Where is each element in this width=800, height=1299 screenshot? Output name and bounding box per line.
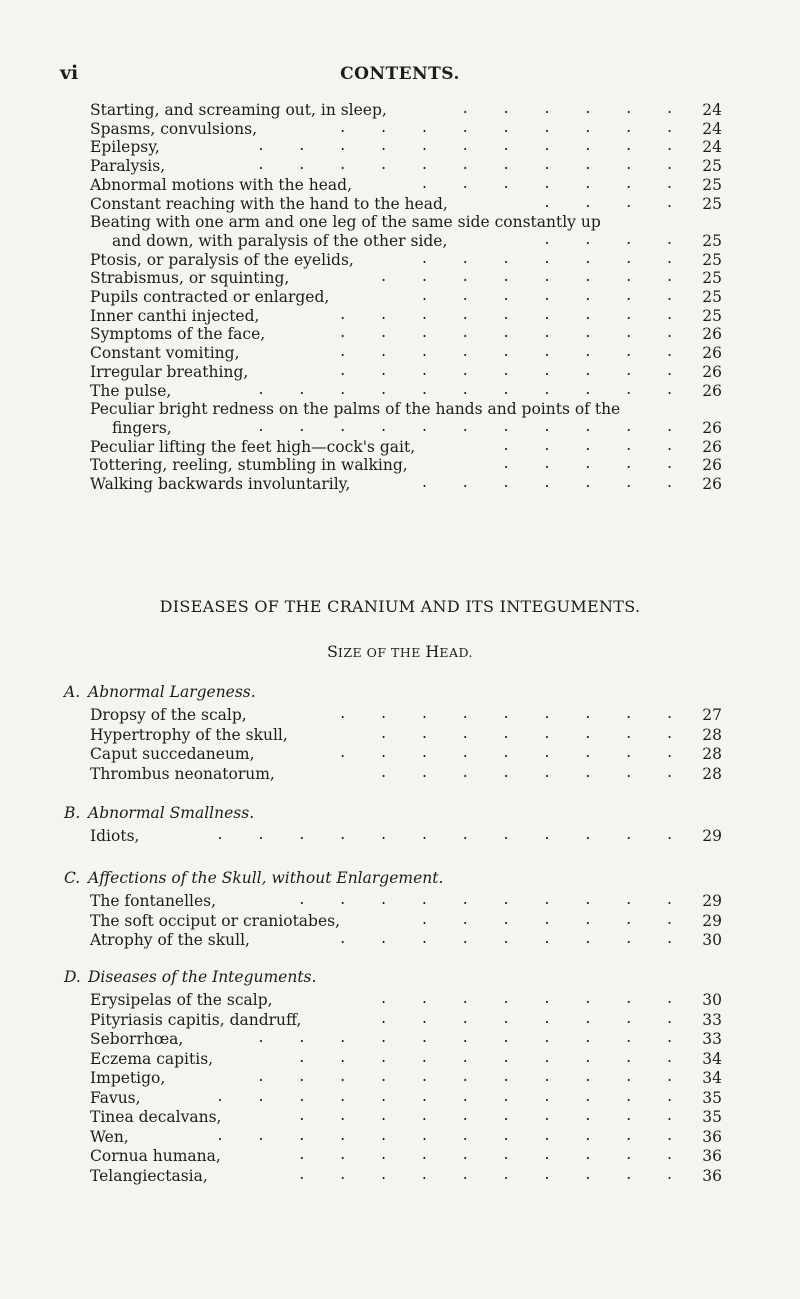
entry-page-number: 24 [702, 138, 722, 157]
group-letter: B. [64, 804, 81, 822]
entry-title: Inner canthi injected, [90, 306, 260, 325]
entry-page-number: 36 [702, 1147, 722, 1165]
group-letter: D. [64, 968, 81, 986]
dot-leader: . . . . . . . . . . . [258, 136, 672, 155]
entry-title: Atrophy of the skull, [90, 931, 250, 949]
running-title: CONTENTS. [340, 64, 460, 84]
entry-title: Peculiar lifting the feet high—cock's gait, [90, 437, 416, 456]
entry-page-number: 29 [702, 827, 722, 845]
entry-title: Strabismus, or squinting, [90, 269, 290, 288]
entry-page-number: 26 [702, 437, 722, 456]
entry-page-number: 26 [702, 362, 722, 381]
entry-page-number: 25 [702, 157, 722, 176]
entry-title: Abnormal motions with the head, [90, 175, 352, 194]
dot-leader: . . . . . . . . . . . [258, 1067, 672, 1085]
entry-page-number: 26 [702, 325, 722, 344]
entry-title-line-1: Beating with one arm and one leg of the same side constantly up [90, 213, 601, 232]
entry-page-number: 28 [702, 764, 722, 783]
entry-title: Caput succedaneum, [90, 745, 255, 763]
dot-leader: . . . . . . . . . . . . [217, 825, 672, 843]
page-header [0, 62, 800, 92]
toc-entry [90, 474, 722, 494]
entry-page-number: 28 [702, 745, 722, 763]
entry-page-number: 26 [702, 381, 722, 400]
entry-title: Seborrhœa, [90, 1030, 184, 1048]
group-heading [64, 869, 443, 887]
entry-title: Tottering, reeling, stumbling in walking, [90, 456, 408, 475]
subheading-initial-h: H [425, 642, 440, 661]
dot-leader: . . . . . . . . . [340, 743, 672, 761]
entry-page-number: 26 [702, 418, 722, 437]
dot-leader: . . . . . . . . . [340, 929, 672, 947]
dot-leader: . . . . . . [462, 99, 672, 117]
dot-leader: . . . . . . . . . [340, 342, 672, 361]
entry-title: The pulse, [90, 381, 172, 400]
entry-page-number: 26 [702, 475, 722, 493]
dot-leader: . . . . . . . [421, 909, 672, 928]
entry-title-line-1: Peculiar bright redness on the palms of the hands and points of the [90, 400, 621, 419]
entry-title: Constant vomiting, [90, 344, 240, 363]
entry-title: Telangiectasia, [90, 1166, 208, 1185]
dot-leader: . . . . . . . . . . . . [217, 1086, 672, 1105]
dot-leader: . . . . . . . . . . [299, 1106, 672, 1124]
toc-entry [90, 930, 722, 950]
toc-entry [90, 826, 722, 846]
entry-title: Favus, [90, 1088, 141, 1107]
entry-title: Ptosis, or paralysis of the eyelids, [90, 250, 354, 269]
dot-leader: . . . . . . . . . . . [258, 416, 672, 435]
dot-leader: . . . . . . . . [381, 989, 672, 1007]
dot-leader: . . . . . . . [421, 248, 672, 267]
entry-page-number: 29 [702, 892, 722, 910]
entry-page-number: 24 [702, 119, 722, 138]
toc-entry [90, 764, 722, 784]
group-title: Affections of the Skull, without Enlargement. [88, 869, 444, 887]
entry-page-number: 25 [702, 288, 722, 306]
entry-page-number: 30 [702, 991, 722, 1009]
dot-leader: . . . . . . . . . [340, 360, 672, 379]
entry-title: Epilepsy, [90, 138, 160, 157]
dot-leader: . . . . . . . . . [340, 323, 672, 342]
dot-leader: . . . . [544, 192, 672, 211]
entry-title: fingers, [112, 418, 172, 437]
entry-page-number: 29 [702, 911, 722, 930]
dot-leader: . . . . . . . . . . [299, 890, 672, 908]
dot-leader: . . . . . . . . [381, 723, 672, 742]
toc-entry [90, 194, 722, 214]
subheading-part-2: EAD. [439, 645, 474, 660]
dot-leader: . . . . . . . . [381, 762, 672, 781]
entry-page-number: 25 [702, 194, 722, 213]
dot-leader: . . . . [544, 229, 672, 248]
entry-title: Starting, and screaming out, in sleep, [90, 101, 387, 119]
dot-leader: . . . . . . . [421, 473, 672, 491]
dot-leader: . . . . . . . . . . . [258, 155, 672, 174]
dot-leader: . . . . . . . . . . . . [217, 1125, 672, 1144]
entry-title: The soft occiput or craniotabes, [90, 911, 341, 930]
entry-title: Dropsy of the scalp, [90, 706, 247, 724]
entry-page-number: 30 [702, 931, 722, 949]
entry-title: Pupils contracted or enlarged, [90, 288, 330, 306]
entry-title: Wen, [90, 1127, 129, 1146]
entry-page-number: 36 [702, 1127, 722, 1146]
dot-leader: . . . . . . . . . . [299, 1047, 672, 1066]
entry-page-number: 35 [702, 1088, 722, 1107]
entry-title: Pityriasis capitis, dandruff, [90, 1010, 302, 1029]
toc-entry [90, 381, 722, 401]
dot-leader: . . . . . . . . . [340, 304, 672, 323]
group-letter: A. [64, 683, 81, 701]
entry-page-number: 34 [702, 1049, 722, 1068]
dot-leader: . . . . . . . . [381, 267, 672, 286]
group-title: Abnormal Largeness. [88, 683, 256, 701]
group-heading [64, 968, 316, 986]
dot-leader: . . . . . . . . . . [299, 1145, 672, 1163]
entry-title: Walking backwards involuntarily, [90, 475, 351, 493]
entry-page-number: 25 [702, 250, 722, 269]
subheading-part-1: IZE OF THE [337, 645, 426, 660]
entry-title: Thrombus neonatorum, [90, 764, 275, 783]
dot-leader: . . . . . . . . . . . [258, 1028, 672, 1046]
entry-page-number: 25 [702, 306, 722, 325]
dot-leader: . . . . . . . [421, 286, 672, 304]
dot-leader: . . . . . . . . . . . [258, 379, 672, 398]
entry-page-number: 25 [702, 269, 722, 288]
dot-leader: . . . . . . . . . . [299, 1164, 672, 1183]
group-title: Abnormal Smallness. [88, 804, 255, 822]
entry-title: Symptoms of the face, [90, 325, 266, 344]
entry-title: Constant reaching with the hand to the head, [90, 194, 448, 213]
dot-leader: . . . . . . . . [381, 1008, 672, 1027]
dot-leader: . . . . . [503, 454, 672, 473]
group-letter: C. [64, 869, 81, 887]
entry-page-number: 26 [702, 344, 722, 363]
entry-page-number: 25 [702, 231, 722, 250]
subsection-heading [0, 642, 800, 661]
group-heading [64, 683, 256, 701]
entry-page-number: 35 [702, 1108, 722, 1126]
entry-page-number: 33 [702, 1030, 722, 1048]
entry-title: Irregular breathing, [90, 362, 249, 381]
entry-title: Cornua humana, [90, 1147, 221, 1165]
entry-page-number: 24 [702, 101, 722, 119]
entry-title: Idiots, [90, 827, 140, 845]
entry-title: The fontanelles, [90, 892, 217, 910]
subheading-initial-s: S [326, 642, 338, 661]
entry-title: Hypertrophy of the skull, [90, 725, 288, 744]
dot-leader: . . . . . . . . . [340, 117, 672, 136]
entry-title: and down, with paralysis of the other side, [112, 231, 448, 250]
entry-page-number: 36 [702, 1166, 722, 1185]
entry-title: Paralysis, [90, 157, 166, 176]
entry-page-number: 26 [702, 456, 722, 475]
entry-page-number: 25 [702, 175, 722, 194]
page-number: vi [60, 62, 79, 84]
entry-page-number: 34 [702, 1069, 722, 1087]
entry-title: Spasms, convulsions, [90, 119, 258, 138]
toc-entry [90, 1166, 722, 1186]
entry-title: Erysipelas of the scalp, [90, 991, 273, 1009]
section-heading: DISEASES OF THE CRANIUM AND ITS INTEGUMENTS. [159, 597, 641, 616]
entry-page-number: 28 [702, 725, 722, 744]
entry-title: Eczema capitis, [90, 1049, 214, 1068]
entry-page-number: 27 [702, 706, 722, 724]
entry-title: Tinea decalvans, [90, 1108, 222, 1126]
dot-leader: . . . . . [503, 435, 672, 454]
group-heading [64, 804, 254, 822]
dot-leader: . . . . . . . [421, 173, 672, 192]
group-title: Diseases of the Integuments. [88, 968, 317, 986]
entry-page-number: 33 [702, 1010, 722, 1029]
dot-leader: . . . . . . . . . [340, 704, 672, 722]
entry-title: Impetigo, [90, 1069, 166, 1087]
